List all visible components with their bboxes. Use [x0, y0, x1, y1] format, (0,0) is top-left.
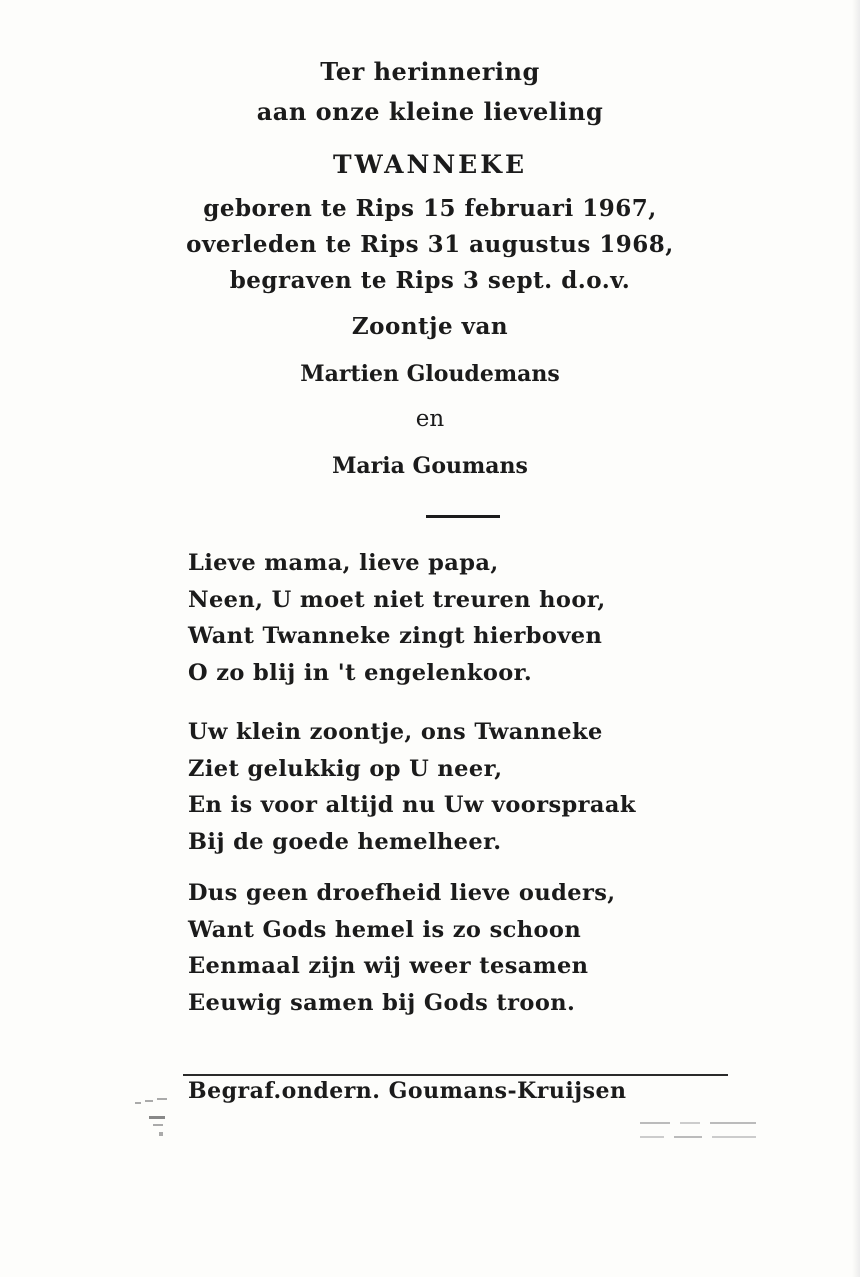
- burial-line: begraven te Rips 3 sept. d.o.v.: [229, 267, 631, 294]
- poem-line: Dus geen droefheid lieve ouders,: [188, 880, 616, 906]
- poem-line: Neen, U moet niet treuren hoor,: [188, 586, 606, 613]
- divider-long: [183, 1074, 728, 1076]
- and-label: en: [415, 406, 445, 432]
- poem-line: Uw klein zoontje, ons Twanneke: [188, 719, 603, 745]
- poem-line: Eenmaal zijn wij weer tesamen: [188, 953, 589, 979]
- poem-line: En is voor altijd nu Uw voorspraak: [188, 792, 636, 818]
- son-of-label: Zoontje van: [351, 313, 509, 340]
- poem-stanza-2: [188, 714, 748, 860]
- header-line-2: aan onze kleine lieveling: [256, 97, 604, 126]
- death-line: overleden te Rips 31 augustus 1968,: [186, 231, 674, 258]
- poem-line: Bij de goede hemelheer.: [188, 828, 502, 855]
- father-name: Martien Gloudemans: [300, 361, 560, 387]
- poem-line: Lieve mama, lieve papa,: [188, 550, 499, 576]
- poem-stanza-3: [188, 875, 748, 1021]
- poem-line: Ziet gelukkig op U neer,: [188, 755, 503, 782]
- deceased-name: TWANNEKE: [332, 150, 528, 179]
- poem-stanza-1: [188, 545, 748, 691]
- divider-short: [426, 515, 500, 518]
- poem-line: Eeuwig samen bij Gods troon.: [188, 989, 576, 1016]
- card-edge-shadow: [852, 0, 860, 1277]
- mother-name: Maria Goumans: [332, 453, 528, 479]
- poem-line: Want Gods hemel is zo schoon: [188, 916, 582, 943]
- header-line-1: Ter herinnering: [320, 57, 540, 86]
- poem-line: Want Twanneke zingt hierboven: [188, 623, 603, 649]
- poem-line: O zo blij in 't engelenkoor.: [188, 659, 533, 686]
- undertaker-imprint: Begraf.ondern. Goumans-Kruijsen: [188, 1078, 627, 1104]
- birth-line: geboren te Rips 15 februari 1967,: [203, 195, 657, 222]
